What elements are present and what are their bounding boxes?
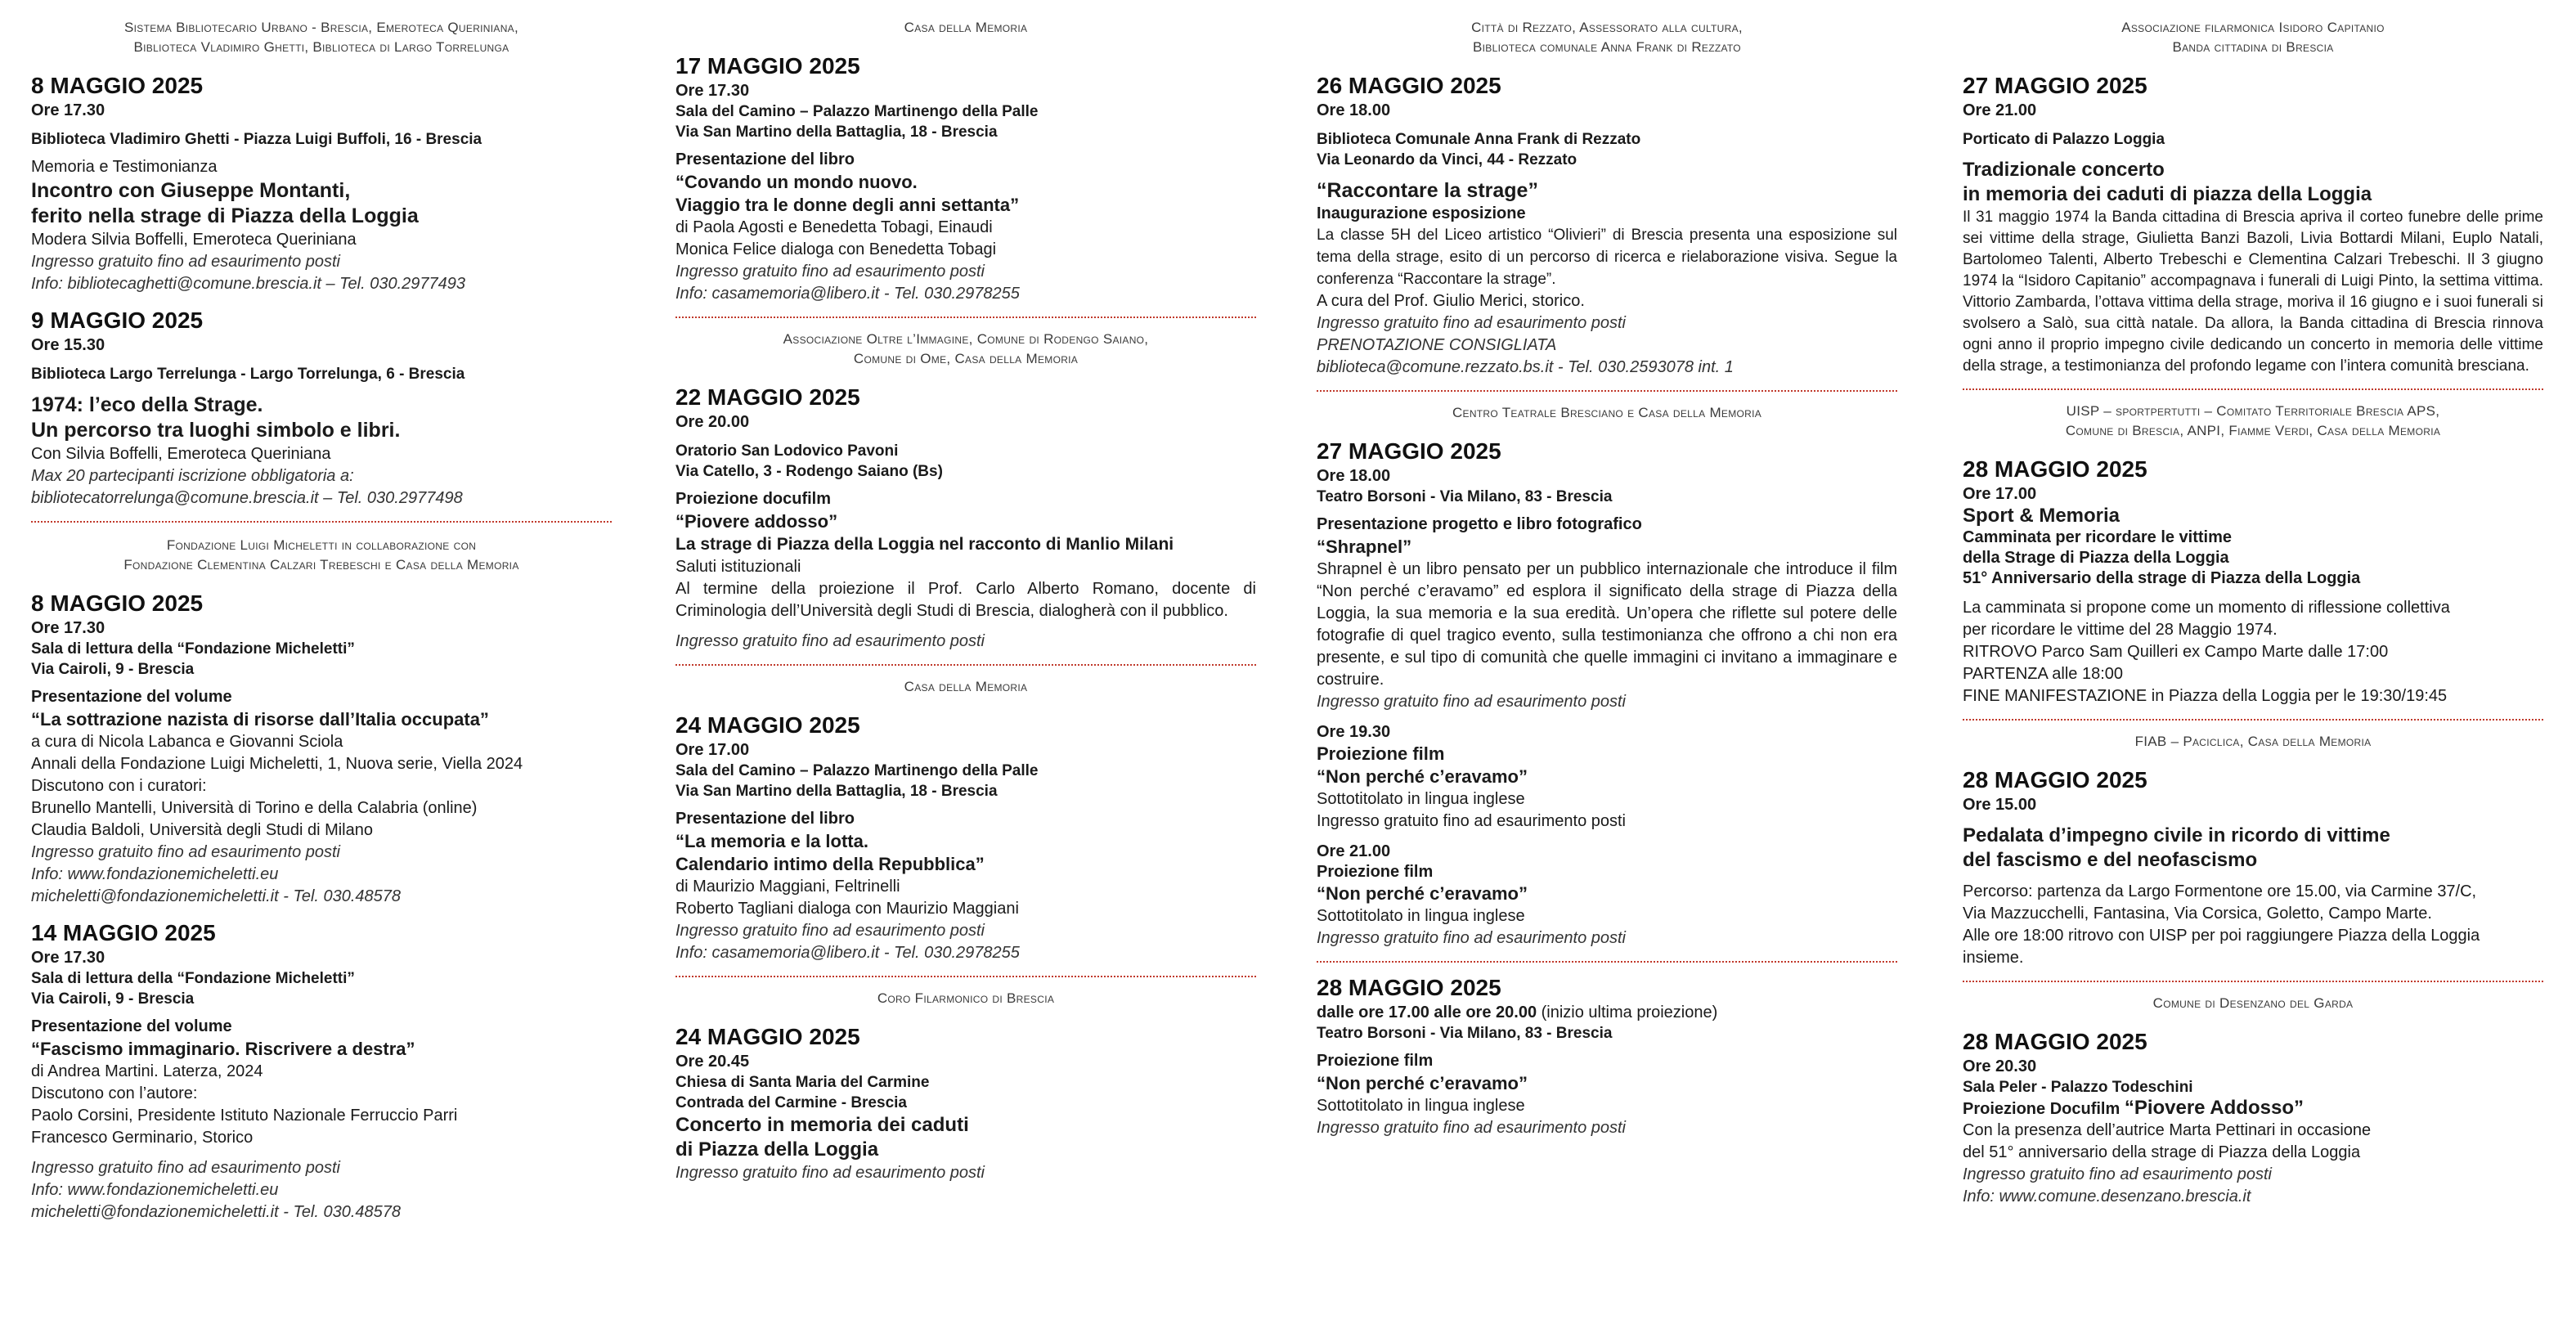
event-description: Discutono con i curatori: — [31, 777, 207, 795]
event-description: a cura di Nicola Labanca e Giovanni Sciola — [31, 733, 343, 751]
event-info: Ingresso gratuito fino ad esaurimento posti — [675, 1164, 985, 1182]
event-description: Modera Silvia Boffelli, Emeroteca Queriniana — [31, 231, 357, 249]
event-date: 26 MAGGIO 2025 — [1317, 73, 1501, 98]
event-title: “La memoria e la lotta. — [675, 831, 868, 851]
event-place: Via Cairoli, 9 - Brescia — [31, 661, 195, 678]
event-date: 14 MAGGIO 2025 — [31, 920, 216, 945]
event-title: “Raccontare la strage” — [1317, 179, 1538, 202]
event-description: Con la presenza dell’autrice Marta Pettinari in occasione — [1963, 1121, 2372, 1139]
event-description: Sottotitolato in lingua inglese — [1317, 790, 1525, 808]
event-info: micheletti@fondazionemicheletti.it - Tel. 030.48578 — [31, 887, 402, 905]
event-description: Monica Felice dialoga con Benedetta Tobagi — [675, 240, 997, 258]
event-category: Presentazione del volume — [31, 688, 232, 706]
event-title: “Fascismo immaginario. Riscrivere a destra” — [31, 1039, 415, 1059]
event-description: Via Mazzucchelli, Fantasina, Via Corsica, Goletto, Campo Marte. — [1963, 905, 2432, 923]
event-place: Oratorio San Lodovico Pavoni — [675, 442, 899, 460]
organizer-header: Associazione Oltre l’Immagine, Comune di Rodengo Saiano, Comune di Ome, Casa della Memoria — [783, 331, 1149, 366]
column-2 — [675, 18, 1256, 1196]
dotted-divider — [1317, 390, 1897, 392]
event-title: “Piovere addosso” — [675, 511, 838, 532]
event-description: RITROVO Parco Sam Quilleri ex Campo Marte dalle 17:00 — [1963, 643, 2389, 661]
event-info: Ingresso gratuito fino ad esaurimento posti — [1317, 314, 1626, 332]
event-description: insieme. — [1963, 949, 2024, 967]
event-title: “Piovere Addosso” — [2124, 1097, 2304, 1119]
event-place: Chiesa di Santa Maria del Carmine — [675, 1074, 930, 1091]
event-info: Info: bibliotecaghetti@comune.brescia.it – Tel. 030.2977493 — [31, 275, 466, 293]
event-category: Presentazione del libro — [675, 810, 855, 828]
event-title: Calendario intimo della Repubblica” — [675, 854, 985, 874]
dotted-divider — [1317, 961, 1897, 963]
event-place: Biblioteca Vladimiro Ghetti - Piazza Luigi Buffoli, 16 - Brescia — [31, 131, 482, 148]
event-description: Brunello Mantelli, Università di Torino e della Calabria (online) — [31, 799, 478, 817]
event-place: Porticato di Palazzo Loggia — [1963, 131, 2165, 148]
event-time: Ore 15.00 — [1963, 796, 2037, 814]
event-date: 28 MAGGIO 2025 — [1963, 456, 2147, 482]
event-place: Via Leonardo da Vinci, 44 - Rezzato — [1317, 151, 1577, 168]
dotted-divider — [1963, 388, 2543, 390]
column-3 — [1317, 18, 1897, 1151]
event-title: Pedalata d’impegno civile in ricordo di vittime — [1963, 824, 2390, 846]
event-category: Proiezione Docufilm “Piovere Addosso” — [1963, 1097, 2304, 1119]
event-place: Biblioteca Comunale Anna Frank di Rezzato — [1317, 131, 1641, 148]
event-info: bibliotecatorrelunga@comune.brescia.it – Tel. 030.2977498 — [31, 489, 463, 507]
event-info: Max 20 partecipanti iscrizione obbligatoria a: — [31, 467, 354, 485]
event — [675, 1023, 1256, 1184]
event-info: Info: www.comune.desenzano.brescia.it — [1963, 1188, 2251, 1206]
event-place: Sala di lettura della “Fondazione Micheletti” — [31, 640, 355, 658]
event-time: Ore 20.45 — [675, 1053, 750, 1071]
event-description: del 51° anniversario della strage di Piazza della Loggia — [1963, 1143, 2361, 1161]
event-description: La classe 5H del Liceo artistico “Olivieri” di Brescia presenta una esposizione sul tema della strage, esito di un percorso di ricerca e rielaborazione visiva. Segue la conferenza “Raccontare la strage”. — [1317, 227, 1897, 288]
organizer-header: Comune di Desenzano del Garda — [2152, 995, 2354, 1011]
event-description: Saluti istituzionali — [675, 558, 801, 576]
event-category: Proiezione film — [1317, 1052, 1434, 1070]
event-info: Ingresso gratuito fino ad esaurimento posti — [1317, 693, 1626, 711]
organizer-header: FIAB – Paciclica, Casa della Memoria — [2134, 734, 2372, 749]
dotted-divider — [31, 521, 612, 523]
organizer-header: Centro Teatrale Bresciano e Casa della Memoria — [1452, 405, 1762, 420]
event-category: Proiezione film — [1317, 863, 1434, 881]
event-description: Percorso: partenza da Largo Formentone ore 15.00, via Carmine 37/C, — [1963, 882, 2477, 900]
event — [1963, 456, 2543, 707]
event-place: Biblioteca Largo Terrelunga - Largo Torrelunga, 6 - Brescia — [31, 366, 465, 383]
event — [31, 307, 612, 510]
event-time: Ore 18.00 — [1317, 467, 1391, 485]
event-category: Presentazione del libro — [675, 150, 855, 168]
event-info: micheletti@fondazionemicheletti.it - Tel. 030.48578 — [31, 1203, 402, 1221]
event — [675, 52, 1256, 305]
dotted-divider — [675, 664, 1256, 666]
event-time: Ore 21.00 — [1963, 101, 2037, 119]
event-time: Ore 20.00 — [675, 413, 750, 431]
event-description: di Maurizio Maggiani, Feltrinelli — [675, 878, 900, 896]
event-place: Contrada del Carmine - Brescia — [675, 1094, 907, 1111]
event-subtitle: Inaugurazione esposizione — [1317, 204, 1526, 222]
event-description: La camminata si propone come un momento di riflessione collettiva — [1963, 599, 2450, 617]
event — [1317, 974, 1897, 1139]
event-date: 27 MAGGIO 2025 — [1963, 73, 2147, 98]
event-info: biblioteca@comune.rezzato.bs.it - Tel. 030.2593078 int. 1 — [1317, 358, 1734, 376]
event-description: per ricordare le vittime del 28 Maggio 1974. — [1963, 621, 2278, 639]
dotted-divider — [1963, 719, 2543, 721]
event-description: A cura del Prof. Giulio Merici, storico. — [1317, 292, 1585, 310]
event-description: Al termine della proiezione il Prof. Carlo Alberto Romano, docente di Criminologia dell’Università degli Studi di Brescia, dialogherà con il pubblico. — [675, 580, 1256, 620]
dotted-divider — [675, 976, 1256, 977]
organizer-header: UISP – sportpertutti – Comitato Territoriale Brescia APS, Comune di Brescia, ANPI, Fiamme Verdi, Casa della Memoria — [2065, 403, 2441, 438]
event-place: Via San Martino della Battaglia, 18 - Brescia — [675, 783, 998, 800]
event-title: “Non perché c’eravamo” — [1317, 1073, 1528, 1093]
event-date: 9 MAGGIO 2025 — [31, 308, 204, 333]
event-category: Proiezione film — [1317, 743, 1445, 764]
column-4 — [1963, 18, 2543, 1219]
event-time: Ore 17.30 — [31, 619, 105, 637]
event-category: Memoria e Testimonianza — [31, 158, 218, 176]
event-description: FINE MANIFESTAZIONE in Piazza della Loggia per le 19:30/19:45 — [1963, 687, 2448, 705]
event-date: 24 MAGGIO 2025 — [675, 712, 860, 738]
event-description: di Paola Agosti e Benedetta Tobagi, Einaudi — [675, 218, 993, 236]
event — [1963, 72, 2543, 377]
event-info: Ingresso gratuito fino ad esaurimento posti — [675, 632, 985, 650]
event — [31, 590, 612, 908]
event-date: 27 MAGGIO 2025 — [1317, 438, 1501, 464]
event-description: Paolo Corsini, Presidente Istituto Nazionale Ferruccio Parri — [31, 1107, 458, 1125]
event-description: Discutono con l’autore: — [31, 1084, 198, 1102]
event-subtitle: 51° Anniversario della strage di Piazza della Loggia — [1963, 569, 2361, 587]
event-info: Info: casamemoria@libero.it - Tel. 030.2978255 — [675, 285, 1020, 303]
event-title: “La sottrazione nazista di risorse dall’Italia occupata” — [31, 709, 489, 730]
event — [1317, 438, 1897, 950]
organizer-header: Coro Filarmonico di Brescia — [877, 990, 1055, 1006]
event-info: Ingresso gratuito fino ad esaurimento posti — [675, 263, 985, 281]
event-place: Sala di lettura della “Fondazione Micheletti” — [31, 970, 355, 987]
event-description: PARTENZA alle 18:00 — [1963, 665, 2124, 683]
event-date: 8 MAGGIO 2025 — [31, 73, 204, 98]
event-place: Via San Martino della Battaglia, 18 - Brescia — [675, 123, 998, 141]
event-title: Un percorso tra luoghi simbolo e libri. — [31, 419, 401, 442]
event-title: “Shrapnel” — [1317, 537, 1412, 557]
event-subtitle: La strage di Piazza della Loggia nel racconto di Manlio Milani — [675, 535, 1174, 554]
event-date: 24 MAGGIO 2025 — [675, 1024, 860, 1049]
event-time: Ore 17.30 — [675, 82, 750, 100]
event-category: Presentazione progetto e libro fotografico — [1317, 515, 1642, 533]
organizer-header: Casa della Memoria — [904, 20, 1028, 35]
event-title: Sport & Memoria — [1963, 505, 2120, 527]
event-date: 22 MAGGIO 2025 — [675, 384, 860, 410]
event-title: “Covando un mondo nuovo. — [675, 172, 918, 192]
event-place: Via Catello, 3 - Rodengo Saiano (Bs) — [675, 463, 943, 480]
event-time: Ore 20.30 — [1963, 1057, 2037, 1075]
event — [31, 72, 612, 295]
event-info: Ingresso gratuito fino ad esaurimento posti — [1317, 1119, 1626, 1137]
event-info: Ingresso gratuito fino ad esaurimento posti — [1317, 929, 1626, 947]
event-info: PRENOTAZIONE CONSIGLIATA — [1317, 336, 1557, 354]
event-date: 28 MAGGIO 2025 — [1963, 767, 2147, 792]
event-date: 28 MAGGIO 2025 — [1963, 1029, 2147, 1054]
event-place: Teatro Borsoni - Via Milano, 83 - Brescia — [1317, 488, 1613, 505]
event-description: Il 31 maggio 1974 la Banda cittadina di Brescia apriva il corteo funebre delle prime sei vittime della strage, Giulietta Banzi Bazoli, Livia Bottardi Milani, Euplo Natali, Bartolomeo Talenti, Alberto Trebeschi e Clementina Calzari Trebeschi. Il 3 giugno 1974 la “Isidoro Capitanio” accompagnava i funerali di Luigi Pinto, la settima vittima. Vittorio Zambarda, l’ottava vittima della strage, moriva il 16 giugno e i suoi funerali si svolsero a Salò, sua città natale. Da allora, la Banda cittadina di Brescia rinnova ogni anno il proprio impegno civile dedicando un concerto in memoria delle vittime della strage, a testimonianza del profondo legame con l’intera comunità bresciana. — [1963, 209, 2543, 375]
event-date: 28 MAGGIO 2025 — [1317, 975, 1501, 1000]
event-time: Ore 19.30 — [1317, 723, 1391, 741]
event-info: Info: casamemoria@libero.it - Tel. 030.2978255 — [675, 944, 1020, 962]
event-description: Ingresso gratuito fino ad esaurimento posti — [1317, 812, 1626, 830]
event — [1963, 1028, 2543, 1208]
event-time: Ore 17.30 — [31, 101, 105, 119]
event-title: di Piazza della Loggia — [675, 1138, 879, 1161]
event-title: Incontro con Giuseppe Montanti, — [31, 179, 351, 202]
event-title: ferito nella strage di Piazza della Loggia — [31, 204, 419, 227]
event — [675, 712, 1256, 964]
event-title: in memoria dei caduti di piazza della Loggia — [1963, 183, 2372, 205]
event-place: Sala del Camino – Palazzo Martinengo della Palle — [675, 762, 1039, 779]
event-place: Sala del Camino – Palazzo Martinengo della Palle — [675, 103, 1039, 120]
event-description: Roberto Tagliani dialoga con Maurizio Maggiani — [675, 900, 1019, 918]
event — [31, 919, 612, 1223]
event-title: 1974: l’eco della Strage. — [31, 393, 263, 416]
organizer-header: Fondazione Luigi Micheletti in collaborazione con Fondazione Clementina Calzari Trebeschi e Casa della Memoria — [123, 537, 519, 572]
event-title: Concerto in memoria dei caduti — [675, 1114, 969, 1136]
event-description: Con Silvia Boffelli, Emeroteca Queriniana — [31, 445, 331, 463]
event — [1963, 766, 2543, 969]
event-time: Ore 18.00 — [1317, 101, 1391, 119]
event-time: Ore 17.30 — [31, 949, 105, 967]
time-note: (inizio ultima proiezione) — [1541, 1003, 1718, 1021]
event-description: Claudia Baldoli, Università degli Studi di Milano — [31, 821, 373, 839]
column-1 — [31, 18, 612, 1235]
event-time: Ore 17.00 — [1963, 485, 2037, 503]
event-place: Teatro Borsoni - Via Milano, 83 - Brescia — [1317, 1025, 1613, 1042]
event-date: 17 MAGGIO 2025 — [675, 53, 860, 79]
event-title: Viaggio tra le donne degli anni settanta” — [675, 195, 1020, 215]
event-description: Sottotitolato in lingua inglese — [1317, 907, 1525, 925]
dotted-divider — [1963, 981, 2543, 982]
event-description: di Andrea Martini. Laterza, 2024 — [31, 1062, 263, 1080]
event-info: Info: www.fondazionemicheletti.eu — [31, 1181, 279, 1199]
dotted-divider — [675, 317, 1256, 318]
event-time: Ore 17.00 — [675, 741, 750, 759]
event-info: Ingresso gratuito fino ad esaurimento posti — [675, 922, 985, 940]
event-info: Ingresso gratuito fino ad esaurimento posti — [1963, 1165, 2272, 1183]
event-description: Sottotitolato in lingua inglese — [1317, 1097, 1525, 1115]
organizer-header: Sistema Bibliotecario Urbano - Brescia, Emeroteca Queriniana, Biblioteca Vladimiro Ghetti, Biblioteca di Largo Torrelunga — [124, 20, 518, 55]
event-title: Tradizionale concerto — [1963, 159, 2165, 181]
event-info: Info: www.fondazionemicheletti.eu — [31, 865, 279, 883]
event-subtitle: della Strage di Piazza della Loggia — [1963, 549, 2229, 567]
event-description: Alle ore 18:00 ritrovo con UISP per poi raggiungere Piazza della Loggia — [1963, 927, 2480, 945]
event-description: Francesco Germinario, Storico — [31, 1129, 254, 1147]
event-description: Annali della Fondazione Luigi Micheletti, 1, Nuova serie, Viella 2024 — [31, 755, 523, 773]
event-date: 8 MAGGIO 2025 — [31, 590, 204, 616]
event-place: Sala Peler - Palazzo Todeschini — [1963, 1079, 2193, 1096]
event — [1317, 72, 1897, 379]
event-info: Ingresso gratuito fino ad esaurimento posti — [31, 253, 340, 271]
event-title: “Non perché c’eravamo” — [1317, 766, 1528, 787]
event-info: Ingresso gratuito fino ad esaurimento posti — [31, 1159, 340, 1177]
event-title: “Non perché c’eravamo” — [1317, 883, 1528, 904]
event-category: Presentazione del volume — [31, 1017, 232, 1035]
event-category: Proiezione docufilm — [675, 490, 832, 508]
event-subtitle: Camminata per ricordare le vittime — [1963, 528, 2233, 546]
event-time: dalle ore 17.00 alle ore 20.00 (inizio ultima proiezione) — [1317, 1003, 1718, 1021]
organizer-header: Casa della Memoria — [904, 679, 1028, 694]
event — [675, 384, 1256, 653]
event-place: Via Cairoli, 9 - Brescia — [31, 990, 195, 1008]
event-info: Ingresso gratuito fino ad esaurimento posti — [31, 843, 340, 861]
event-time: Ore 21.00 — [1317, 842, 1391, 860]
event-description: Shrapnel è un libro pensato per un pubblico internazionale che introduce il film “Non perché c’eravamo” ed esplora il significato della strage di Piazza della Loggia, la sua memoria e la sua eredità. Un’opera che riflette sul potere delle fotografie di quel tragico evento, sulla testimonianza che offrono a chi non era presente, e sul tipo di comunità che quelle immagini ci invitano a immaginare e costruire. — [1317, 560, 1897, 689]
organizer-header: Associazione filarmonica Isidoro Capitanio Banda cittadina di Brescia — [2121, 20, 2385, 55]
organizer-header: Città di Rezzato, Assessorato alla cultura, Biblioteca comunale Anna Frank di Rezzato — [1471, 20, 1743, 55]
event-time: Ore 15.30 — [31, 336, 105, 354]
event-title: del fascismo e del neofascismo — [1963, 849, 2258, 871]
